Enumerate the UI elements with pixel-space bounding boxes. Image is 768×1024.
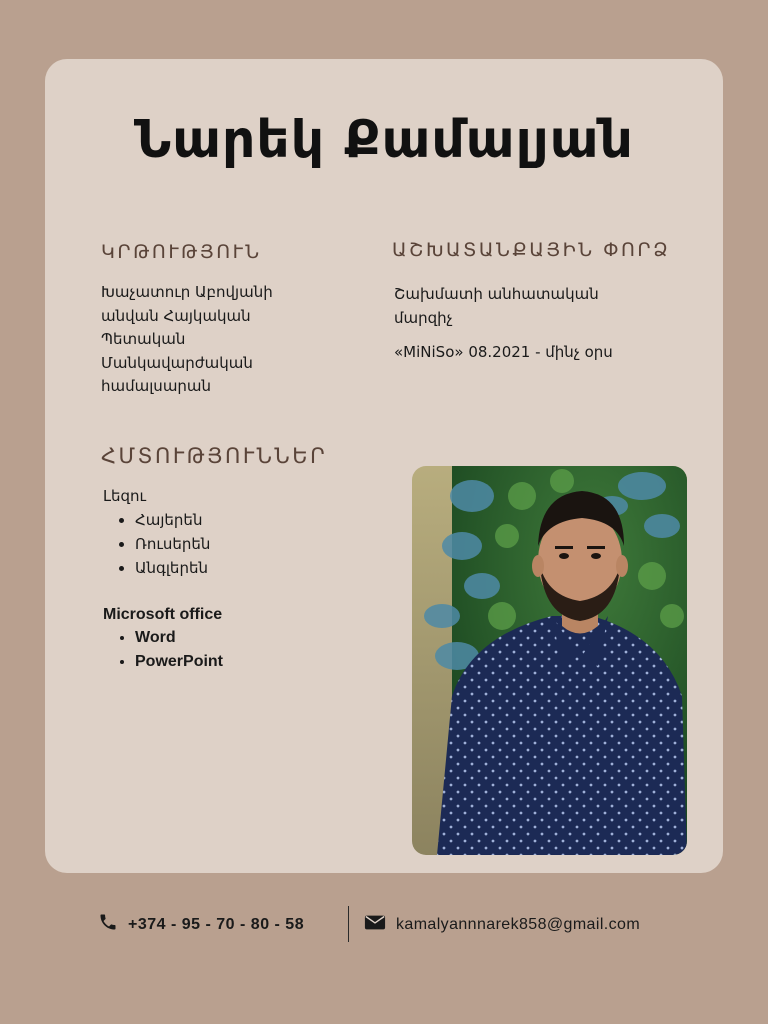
office-list [103,626,223,674]
experience-company: «MiNiSo» 08.2021 - մինչ օրս [394,343,613,361]
language-item: • Ռուսերեն [135,532,210,556]
education-heading: ԿՐԹՈՒԹՅՈՒՆ [101,241,262,263]
language-item: • Անգլերեն [135,556,210,580]
experience-title-line: մարզիչ [394,309,453,327]
office-item: • PowerPoint [135,650,223,674]
skills-heading: ՀՄՏՈՒԹՅՈՒՆՆԵՐ [101,444,328,468]
office-label: Microsoft office [103,606,223,623]
profile-photo [412,466,687,855]
education-line: Պետական [101,330,186,348]
education-line: Խաչատուր Աբովյանի [101,283,273,301]
contact-phone[interactable] [98,912,304,937]
languages-label: Լեզու [103,487,147,505]
experience-title-line: Շախմատի անհատական [394,285,599,303]
office-item: • Word [135,626,223,650]
email-address: kamalyannnarek858@gmail.com [396,915,641,933]
education-line: Մանկավարժական [101,353,253,372]
experience-title [394,282,684,330]
education-text [101,281,341,399]
envelope-icon [364,912,386,937]
languages-list [103,508,210,580]
language-item: • Հայերեն [135,508,210,532]
education-line: համալսարան [101,377,212,395]
education-line: անվան Հայկական [101,306,251,325]
contact-email[interactable] [364,912,640,937]
experience-heading: ԱՇԽԱՏԱՆՔԱՅԻՆ ՓՈՐՁ [392,239,671,261]
phone-number: +374 - 95 - 70 - 80 - 58 [128,915,305,933]
phone-icon [98,912,118,937]
person-name: Նարեկ Քամալյան [134,110,634,170]
footer-divider [348,906,349,942]
